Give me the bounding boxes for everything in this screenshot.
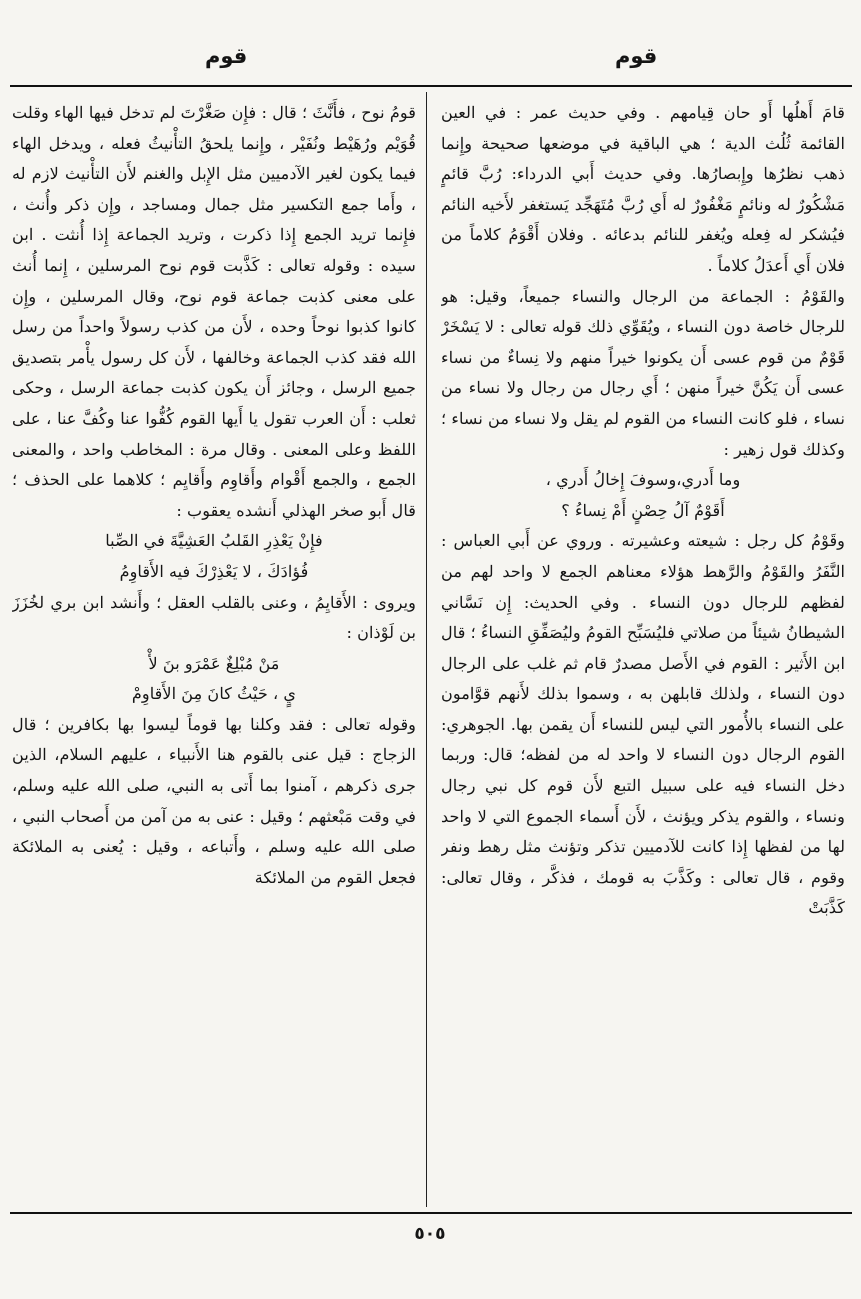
paragraph: وقَوْمُ كل رجل : شيعته وعشيرته . وروي عن أَبي العباس : النَّفَرُ والقَوْمُ والرَّهط هؤلاء معناهم الجمع لا واحد لهم من لفظهم للرجال دون النساء . وفي الحديث: إِن نَسَّاني الشيطانُ شيئاً من صلاتي فليُسَبِّح القومُ وليُصَفِّقِ النساءُ ؛ قال ابن الأَثير : القوم في الأَصل مصدرٌ قام ثم غلب على الرجال دون النساء ، ولذلك قابلهن به ، وسموا بذلك لأَنهم قوَّامون على النساء بالأُمور التي ليس للنساء أَن يقمن بها. الجوهري: القوم الرجال دون النساء لا واحد له من لفظه؛ قال: وربما دخل النساء فيه على سبيل التبع لأَن قوم كل نبي رجال ونساء ، والقوم يذكر ويؤنث ، لأَن أَسماء الجموع التي لا واحد لها من لفظها إِذا كانت للآدميين تذكر وتؤنث مثل رهط ونفر وقوم ، قال تعالى : وكَذَّبَ به قومك ، فذكَّر ، وقال تعالى: كَذَّبَتْ	[441, 531, 845, 918]
paragraph: والقَوْمُ : الجماعة من الرجال والنساء جميعاً، وقيل: هو للرجال خاصة دون النساء ، ويُقَوِّي ذلك قوله تعالى : لا يَسْخَرْ قَوْمٌ من قوم عسى أَن يكونوا خيراً منهم ولا نِساءٌ من نساء عسى أَن يَكُنَّ خيراً منهن ؛ أَي رجال من رجال ولا نساء من نساء ، فلو كانت النساء من القوم لم يقل ولا نساء من نساء ؛ وكذلك قول زهير :	[441, 286, 845, 459]
verse-line: وما أَدري،وسوفَ إِخالُ أَدري ،	[545, 470, 741, 490]
verse-line: مَنْ مُبْلِغٌ عَمْرَو بنَ لأْ	[148, 653, 280, 673]
verse-line: يٍ ، حَيْثُ كانَ مِنَ الأَقاوِمْ	[131, 684, 297, 704]
paragraph: وقوله تعالى : فقد وكلنا بها قوماً ليسوا بها بكافرين ؛ قال الزجاج : قيل عنى بالقوم هنا الأَنبياء ، عليهم السلام، الذين جرى ذكرهم ، آمنوا بما أَتى به النبي، صلى الله عليه وسلم، في وقت مَبْعثهم ؛ وقيل : عنى به من آمن من أَصحاب النبي ، صلى الله عليه وسلم ، وأَتباعه ، وقيل : يُعنى به الملائكة فجعل القوم من الملائكة	[12, 714, 416, 887]
page-header	[0, 38, 861, 78]
top-rule	[10, 85, 852, 87]
paragraph: ويروى : الأَقايِمُ ، وعنى بالقلب العقل ؛ وأَنشد ابن بري لخُزَزَ بن لَوْذان :	[12, 592, 416, 643]
bottom-rule	[10, 1212, 852, 1214]
header-word-left: قوم	[205, 44, 248, 68]
page-number: ٥٠٥	[414, 1224, 446, 1244]
right-column	[441, 98, 845, 1203]
paragraph: قامَ أَهلُها أَو حان قِيامهم . وفي حديث عمر : في العين القائمة ثُلُث الدية ؛ هي الباقية في موضعها صحيحة وإِنما ذهب نظرُها وإِبصارُها. وفي حديث أَبي الدرداء: رُبَّ قائمٍ مَشْكُورٌ له ونائمٍ مَغْفُورٌ له أَي رُبَّ مُتَهَجِّد يَستغفر لأَخيه النائم فيُشكر له فِعله ويُغفر للنائم بدعائه . وفلان أَقْوَمُ كلاماً من فلان أَي أَعدَلُ كلاماً .	[441, 103, 845, 275]
left-column	[12, 98, 416, 1203]
verse-line: فإِنْ يَعْذِرِ القَلبُ العَشِيَّةَ في الصِّبا	[105, 531, 323, 551]
paragraph: قومُ نوح ، فأَنَّثَ ؛ قال : فإِن صَغَّرْتَ لم تدخل فيها الهاء وقلت قُوَيْم ورُهَيْط ونُفَيْر ، وإِنما يلحقُ التأْنيثُ فعله ، ويدخل الهاء فيما يكون لغير الآدميين مثل الإِبل والغنم لأَن التأْنيث لازم له ، وأَما جمع التكسير مثل جمال ومساجد ، وإِن ذكر وأُنث ، فإِنما تريد الجمع إِذا ذكرت ، وتريد الجماعة إِذا أُنثت . ابن سيده : وقوله تعالى : كَذَّبت قوم نوح المرسلين ، إِنما أُنث على معنى كذبت جماعة قوم نوح، وقال المرسلين ، وإِن كانوا كذبوا نوحاً وحده ، لأَن من كذب رسولاً واحداً من رسل الله فقد كذب الجماعة وخالفها ، لأَن كل رسول يأْمر بتصديق جميع الرسل ، وجائز أَن يكون كذبت جماعة الرسل ، وحكى ثعلب : أَن العرب تقول يا أَيها القوم كُفُّوا عنا وكُفَّ عنا ، على اللفظ وعلى المعنى . وقال مرة : المخاطب واحد ، والمعنى الجمع ، والجمع أَقْوام وأَقاوِم وأَقايِم ؛ كلاهما على الحذف ؛ قال أَبو صخر الهذلي أَنشده يعقوب :	[12, 103, 416, 520]
verse-line: فُؤادَكَ ، لا يَعْذِرْكَ فيه الأَقاوِمُ	[119, 561, 309, 581]
verse-line: أَقَوْمٌ آلُ حِصْنٍ أَمْ نِساءُ ؟	[561, 500, 725, 520]
column-divider	[426, 92, 427, 1207]
header-word-right: قوم	[615, 44, 658, 68]
